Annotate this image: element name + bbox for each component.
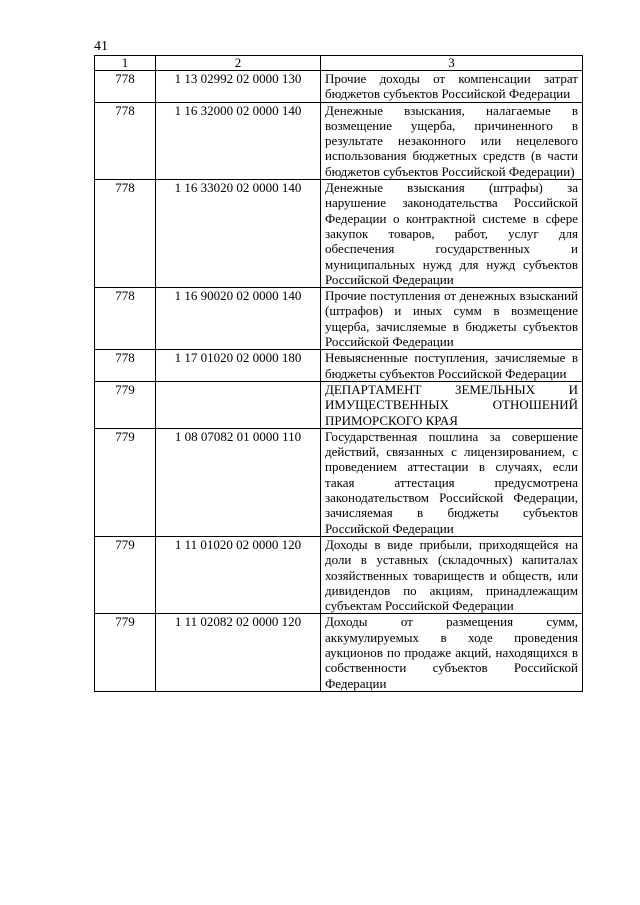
- table-row: [95, 71, 583, 103]
- table-row: [95, 350, 583, 382]
- description-cell: Доходы в виде прибыли, приходящейся на доли в уставных (складочных) капиталах хозяйственных товариществ и обществ, или дивидендов по акциям, принадлежащим субъектам Российской Федерации: [321, 536, 583, 613]
- admin-code-cell: 779: [95, 614, 156, 691]
- page-number: 41: [94, 39, 108, 54]
- admin-code-cell: 778: [95, 71, 156, 103]
- revenue-code-cell: 1 16 32000 02 0000 140: [156, 102, 321, 179]
- revenue-code-cell: 1 16 33020 02 0000 140: [156, 180, 321, 288]
- table-row: [95, 428, 583, 536]
- revenue-code-cell: 1 11 01020 02 0000 120: [156, 536, 321, 613]
- table-row: [95, 288, 583, 350]
- revenue-code-cell: 1 08 07082 01 0000 110: [156, 428, 321, 536]
- revenue-code-cell: 1 13 02992 02 0000 130: [156, 71, 321, 103]
- table-row: [95, 180, 583, 288]
- admin-code-cell: 779: [95, 381, 156, 428]
- column-header-1: 1: [95, 56, 156, 71]
- table-header-row: [95, 56, 583, 71]
- description-cell: Невыясненные поступления, зачисляемые в бюджеты субъектов Российской Федерации: [321, 350, 583, 382]
- revenue-code-cell: 1 17 01020 02 0000 180: [156, 350, 321, 382]
- description-cell: Денежные взыскания (штрафы) за нарушение законодательства Российской Федерации о контрактной системе в сфере закупок товаров, работ, услуг для обеспечения государственных и муниципальных нужд для нужд субъектов Российской Федерации: [321, 180, 583, 288]
- revenue-code-cell: 1 16 90020 02 0000 140: [156, 288, 321, 350]
- table-row: [95, 536, 583, 613]
- admin-code-cell: 778: [95, 350, 156, 382]
- table-row: [95, 614, 583, 691]
- description-cell: Государственная пошлина за совершение действий, связанных с лицензированием, с проведением аттестации в случаях, если такая аттестация предусмотрена законодательством Российской Федерации, зачисляемая в бюджеты субъектов Российской Федерации: [321, 428, 583, 536]
- admin-code-cell: 778: [95, 102, 156, 179]
- description-cell: Доходы от размещения сумм, аккумулируемых в ходе проведения аукционов по продаже акций, находящихся в собственности субъектов Российской Федерации: [321, 614, 583, 691]
- admin-code-cell: 778: [95, 180, 156, 288]
- admin-code-cell: 778: [95, 288, 156, 350]
- revenue-code-cell: 1 11 02082 02 0000 120: [156, 614, 321, 691]
- admin-code-cell: 779: [95, 536, 156, 613]
- table-row-department-heading: [95, 381, 583, 428]
- description-cell: Прочие поступления от денежных взысканий (штрафов) и иных сумм в возмещение ущерба, зачисляемые в бюджеты субъектов Российской Федерации: [321, 288, 583, 350]
- description-cell: Прочие доходы от компенсации затрат бюджетов субъектов Российской Федерации: [321, 71, 583, 103]
- department-heading-cell: ДЕПАРТАМЕНТ ЗЕМЕЛЬНЫХ И ИМУЩЕСТВЕННЫХ ОТНОШЕНИЙ ПРИМОРСКОГО КРАЯ: [321, 381, 583, 428]
- column-header-2: 2: [156, 56, 321, 71]
- revenue-code-cell: [156, 381, 321, 428]
- description-cell: Денежные взыскания, налагаемые в возмещение ущерба, причиненного в результате незаконного или нецелевого использования бюджетных средств (в части бюджетов субъектов Российской Федерации): [321, 102, 583, 179]
- revenue-codes-table: [94, 55, 583, 692]
- table-row: [95, 102, 583, 179]
- admin-code-cell: 779: [95, 428, 156, 536]
- column-header-3: 3: [321, 56, 583, 71]
